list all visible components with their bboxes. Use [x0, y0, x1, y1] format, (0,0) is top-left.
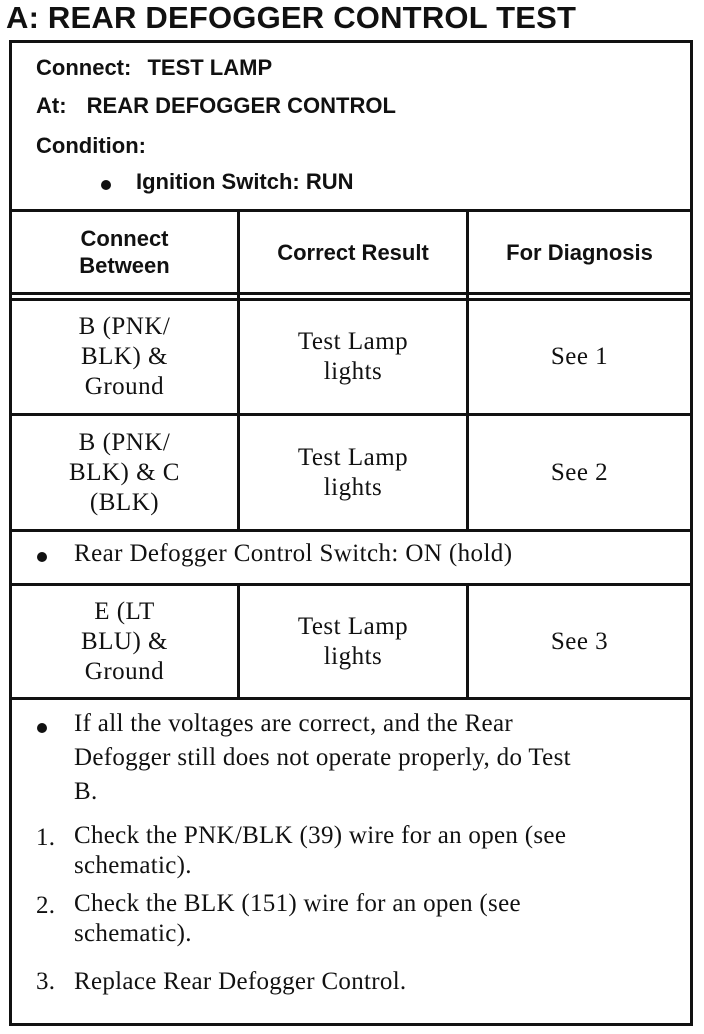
connect-line — [36, 55, 272, 81]
cell-connect-between: B (PNK/ BLK) & C (BLK) — [69, 428, 180, 516]
header-divider-top — [12, 292, 690, 295]
note-item: Check the BLK (151) wire for an open (see schematic). — [74, 890, 521, 947]
at-value: REAR DEFOGGER CONTROL — [86, 93, 396, 118]
cell-for-diagnosis: See 2 — [550, 458, 609, 486]
page-title: A: REAR DEFOGGER CONTROL TEST — [6, 0, 577, 35]
cell-correct-result: Test Lamp lights — [297, 328, 409, 385]
header-connect-between: Connect Between — [79, 226, 170, 278]
note-number: 2. — [36, 892, 56, 919]
cell-connect-between: B (PNK/ BLK) & Ground — [78, 313, 171, 400]
note-number: 1. — [36, 824, 56, 851]
bullet-icon — [37, 552, 47, 562]
at-label: At: — [36, 93, 67, 118]
note-bullet: If all the voltages are correct, and the Rear Defogger still does not operate properly, do Test B. — [74, 710, 571, 805]
bullet-icon — [101, 180, 111, 190]
cell-for-diagnosis: See 3 — [550, 627, 609, 655]
header-for-diagnosis: For Diagnosis — [506, 239, 653, 265]
cell-correct-result: Test Lamp lights — [297, 443, 409, 501]
at-line — [36, 93, 396, 119]
connect-label: Connect: — [36, 55, 132, 80]
note-item: Check the PNK/BLK (39) wire for an open (see schematic). — [74, 822, 567, 879]
condition-label: Condition: — [36, 133, 146, 158]
cell-for-diagnosis: See 1 — [550, 343, 609, 370]
test-chart — [9, 40, 693, 1026]
row-divider — [12, 529, 690, 532]
note-number: 3. — [36, 968, 56, 995]
bullet-icon — [37, 723, 47, 733]
condition-row: Rear Defogger Control Switch: ON (hold) — [74, 540, 513, 567]
condition-item: Ignition Switch: RUN — [136, 169, 354, 194]
note-item: Replace Rear Defogger Control. — [74, 968, 407, 995]
connect-value: TEST LAMP — [147, 55, 273, 80]
cell-connect-between: E (LT BLU) & Ground — [80, 597, 169, 685]
row-divider — [12, 697, 690, 700]
cell-correct-result: Test Lamp lights — [297, 612, 409, 670]
header-correct-result: Correct Result — [277, 239, 429, 265]
